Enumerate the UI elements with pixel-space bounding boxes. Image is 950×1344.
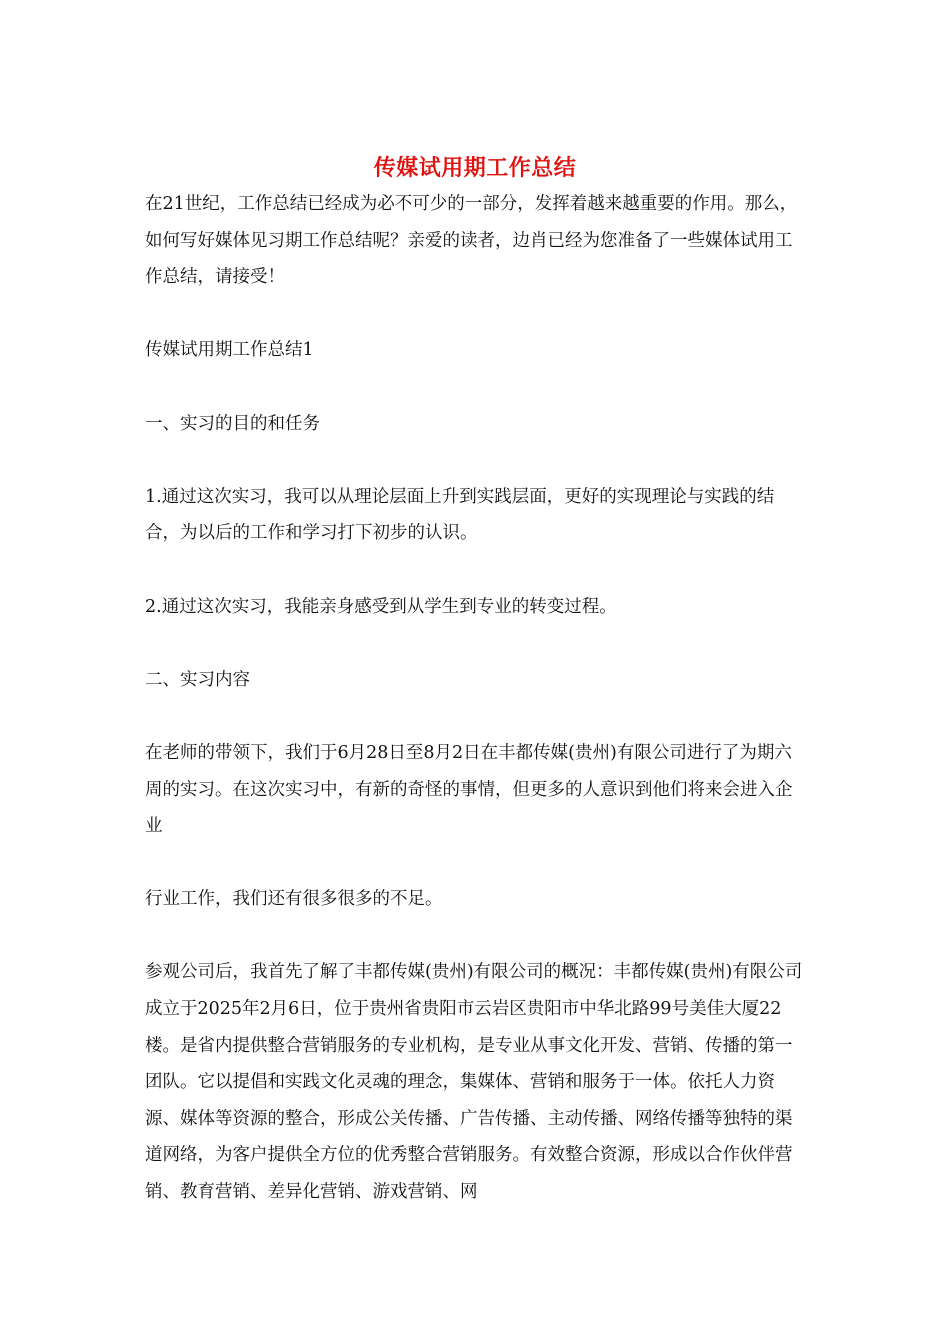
paragraph-gap — [145, 552, 805, 589]
heading-purpose: 一、实习的目的和任务 — [145, 413, 320, 434]
intro-paragraph: 在21世纪，工作总结已经成为必不可少的一部分，发挥着越来越重要的作用。那么，如何写好媒体见习期工作总结呢？亲爱的读者，边肖已经为您准备了一些媒体试用工作总结，请接受！ — [145, 194, 798, 288]
paragraph-gap — [145, 625, 805, 662]
paragraph-point-2: 2.通过这次实习，我能亲身感受到从学生到专业的转变过程。 — [145, 596, 617, 617]
paragraph-gap — [145, 296, 805, 333]
heading-content: 二、实习内容 — [145, 669, 250, 690]
paragraph-gap — [145, 369, 805, 406]
document-title: 传媒试用期工作总结 — [373, 155, 577, 181]
paragraph-point-1: 1.通过这次实习，我可以从理论层面上升到实践层面，更好的实现理论与实践的结合，为以后的工作和学习打下初步的认识。 — [145, 486, 775, 544]
paragraph-gap — [145, 918, 805, 955]
paragraph-gap — [145, 442, 805, 479]
paragraph-internship: 在老师的带领下，我们于6月28日至8月2日在丰都传媒(贵州)有限公司进行了为期六周的实习。在这次实习中，有新的奇怪的事情，但更多的人意识到他们将来会进入企业 — [145, 742, 793, 837]
section-heading: 传媒试用期工作总结1 — [145, 340, 314, 361]
paragraph-gap — [145, 845, 805, 882]
document-content — [145, 150, 805, 1211]
paragraph-company: 参观公司后，我首先了解了丰都传媒(贵州)有限公司的概况：丰都传媒(贵州)有限公司成立于2025年2月6日，位于贵州省贵阳市云岩区贵阳市中华北路99号美佳大厦22楼。是省内提供整合营销服务的专业机构，是专业从事文化开发、营销、传播的第一团队。它以提倡和实践文化灵魂的理念，集媒体、营销和服务于一体。依托人力资源、媒体等资源的整合，形成公关传播、广告传播、主动传播、网络传播等独特的渠道网络，为客户提供全方位的优秀整合营销服务。有效整合资源，形成以合作伙伴营销、教育营销、差异化营销、游戏营销、网 — [145, 962, 803, 1203]
paragraph-gap — [145, 698, 805, 735]
paragraph-industry: 行业工作，我们还有很多很多的不足。 — [145, 889, 443, 910]
